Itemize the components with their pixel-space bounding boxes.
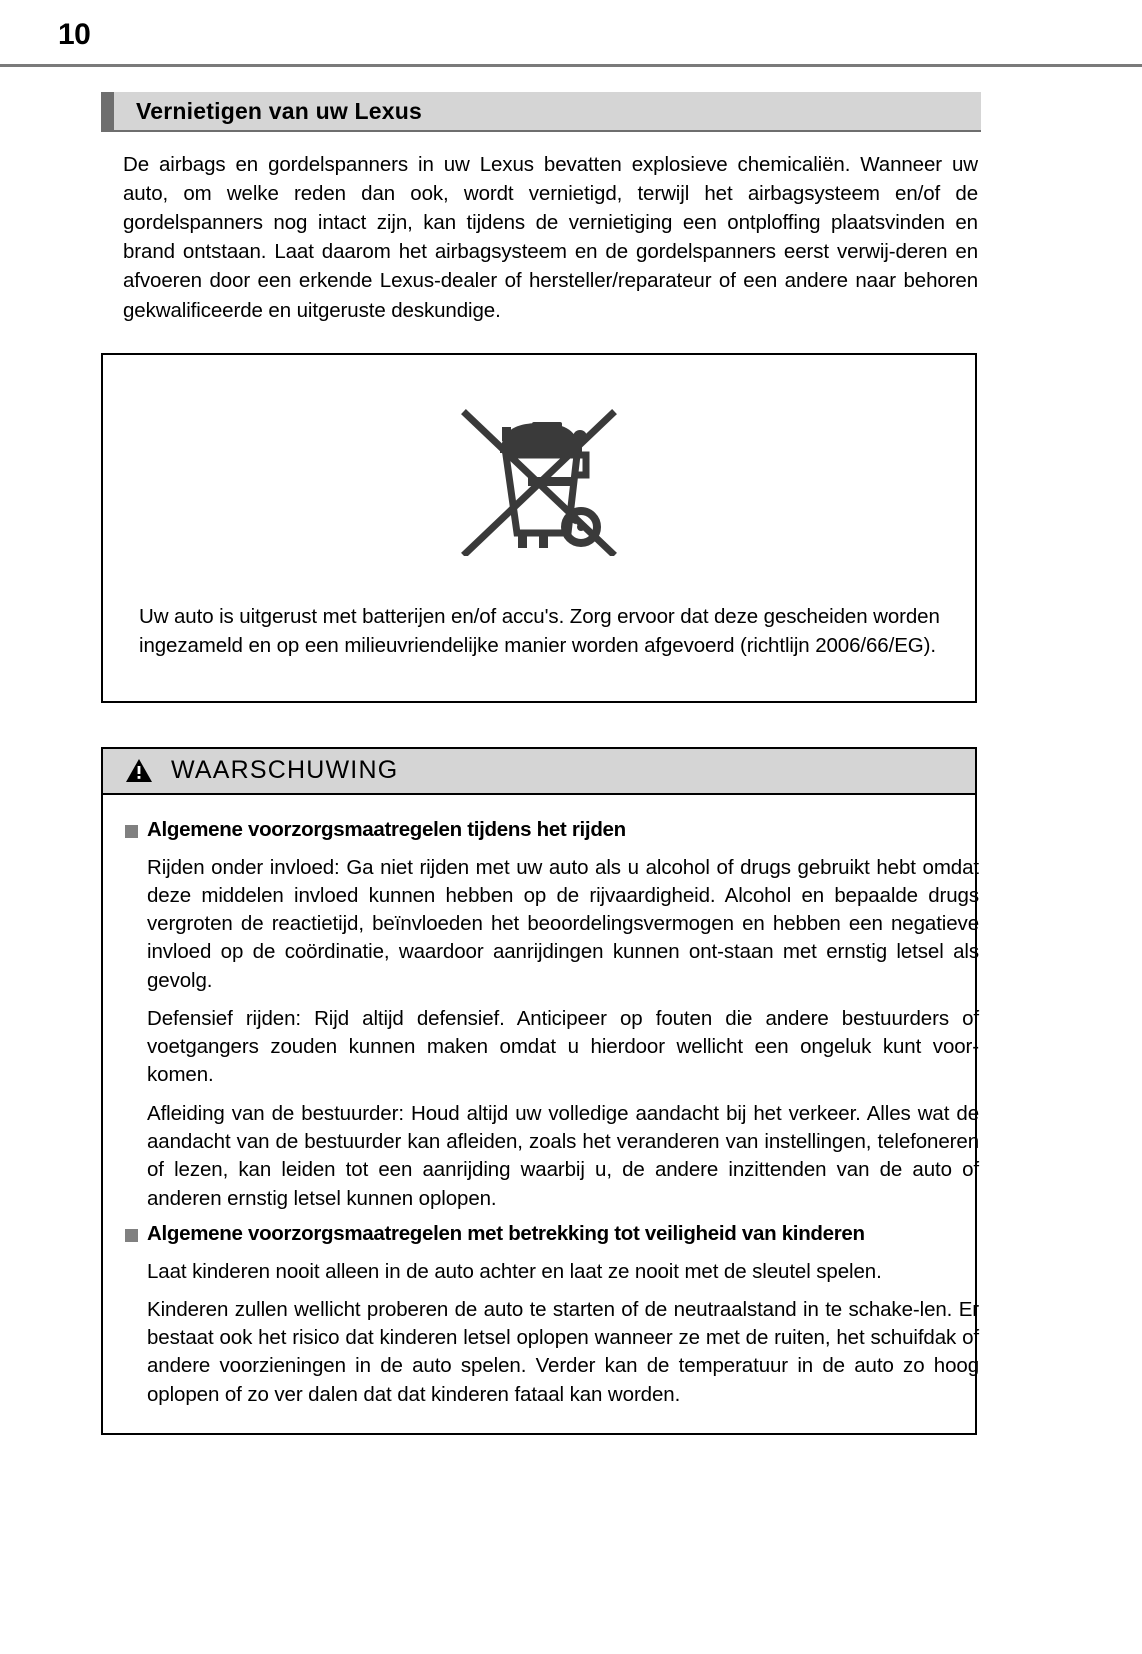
- warning-paragraph: Kinderen zullen wellicht proberen de auto te starten of de neutraalstand in te schake-len. Er bestaat ook het risico dat kinderen letsel oplopen wanneer ze met de ruiten, het schuifdak of andere voorzieningen in de auto spelen. Verder kan de temperatuur in de auto zo hoog oplopen of zo ver dalen dat dat kinderen fataal kan worden.: [147, 1297, 979, 1406]
- battery-disposal-caption: Uw auto is uitgerust met batterijen en/of accu's. Zorg ervoor dat deze gescheiden worden ingezameld en op een milieuvriendelijke manier worden afgevoerd (richtlijn 2006/66/EG).: [139, 605, 940, 658]
- warning-paragraph: Afleiding van de bestuurder: Houd altijd uw volledige aandacht bij het verkeer. Alles wat de aandacht van de bestuurder kan afleiden, zoals het veranderen van instellingen, telefoneren of lezen, kan leiden tot een aanrijding waarbij u, de andere inzittenden van de auto of anderen ernstig letsel kunnen oplopen.: [147, 1101, 979, 1210]
- battery-disposal-box: [101, 353, 977, 703]
- warning-group-heading-text: Algemene voorzorgsmaatregelen tijdens het rijden: [147, 817, 626, 841]
- warning-paragraph: Rijden onder invloed: Ga niet rijden met uw auto als u alcohol of drugs gebruikt hebt omdat deze middelen invloed kunnen hebben op de rijvaardigheid. Alcohol en bepaalde drugs vergroten de reactietijd, beïnvloeden het beoordelingsvermogen en hebben een negatieve invloed op de coördinatie, waardoor aanrijdingen kunnen ont-staan met ernstig letsel als gevolg.: [147, 855, 979, 992]
- page-header: [0, 0, 1142, 62]
- warning-block: [101, 747, 977, 1435]
- warning-header: [101, 747, 977, 793]
- header-divider: [0, 64, 1142, 67]
- page-content: [101, 92, 981, 1435]
- warning-group-heading: [125, 817, 953, 844]
- square-bullet-icon: [125, 1229, 138, 1242]
- warning-label: WAARSCHUWING: [171, 756, 399, 785]
- warning-body: [101, 793, 977, 1435]
- section-heading-bar: [101, 92, 981, 130]
- page-number: 10: [58, 18, 91, 51]
- section-heading: [101, 92, 981, 132]
- warning-group: [125, 1221, 979, 1409]
- warning-group-heading: [125, 1221, 953, 1248]
- warning-group-heading-text: Algemene voorzorgsmaatregelen met betrekking tot veiligheid van kinderen: [147, 1221, 865, 1245]
- section-heading-accent: [101, 92, 114, 130]
- weee-figure: [123, 373, 955, 582]
- crossed-out-wheeled-bin-icon: [444, 381, 634, 556]
- section-heading-underline: [101, 130, 981, 132]
- intro-paragraph: De airbags en gordelspanners in uw Lexus bevatten explosieve chemicaliën. Wanneer uw auto, om welke reden dan ook, wordt vernietigd, terwijl het airbagsysteem en/of de gordelspanners nog intact zijn, kan tijdens de vernietiging een ontploffing plaatsvinden en brand ontstaan. Laat daarom het airbagsysteem en de gordelspanners eerst verwij-deren en afvoeren door een erkende Lexus-dealer of hersteller/reparateur of een andere naar behoren gekwalificeerde en uitgeruste deskundige.: [123, 153, 978, 322]
- square-bullet-icon: [125, 825, 138, 838]
- warning-paragraph: Laat kinderen nooit alleen in de auto achter en laat ze nooit met de sleutel spelen.: [147, 1259, 882, 1283]
- warning-paragraph: Defensief rijden: Rijd altijd defensief. Anticipeer op fouten die andere bestuurders of voetgangers zouden kunnen maken omdat u hierdoor wellicht een ongeluk kunt voor-komen.: [147, 1006, 979, 1087]
- warning-group: [125, 817, 979, 1213]
- section-title: Vernietigen van uw Lexus: [136, 97, 422, 124]
- section-heading-body: [114, 92, 981, 130]
- warning-triangle-icon: [125, 758, 153, 783]
